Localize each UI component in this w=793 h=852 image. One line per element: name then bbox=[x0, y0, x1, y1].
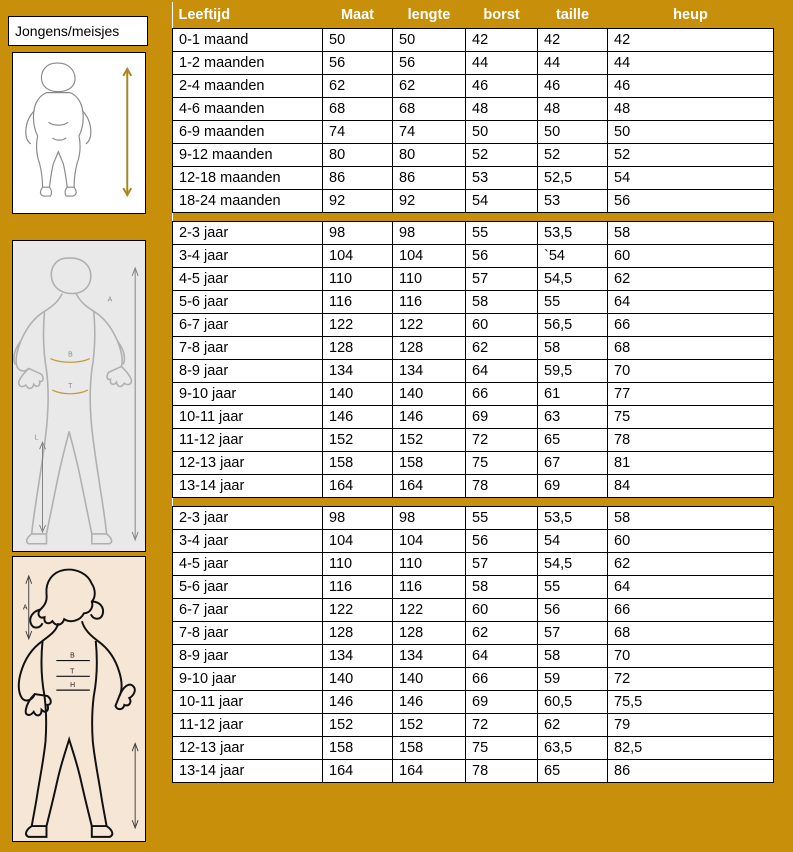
table-row bbox=[173, 120, 774, 143]
group-spacer-cell bbox=[173, 212, 774, 221]
cell-leeftijd: 11-12 jaar bbox=[173, 713, 323, 736]
cell-borst: 56 bbox=[466, 244, 538, 267]
cell-lengte: 140 bbox=[393, 667, 466, 690]
cell-leeftijd: 9-12 maanden bbox=[173, 143, 323, 166]
cell-maat: 134 bbox=[323, 359, 393, 382]
table-row bbox=[173, 759, 774, 782]
cell-lengte: 158 bbox=[393, 451, 466, 474]
cell-taille: 44 bbox=[538, 51, 608, 74]
cell-borst: 64 bbox=[466, 359, 538, 382]
cell-heup: 70 bbox=[608, 644, 774, 667]
table-row bbox=[173, 644, 774, 667]
cell-taille: 67 bbox=[538, 451, 608, 474]
cell-borst: 56 bbox=[466, 529, 538, 552]
cell-borst: 44 bbox=[466, 51, 538, 74]
cell-maat: 146 bbox=[323, 690, 393, 713]
cell-taille: 58 bbox=[538, 336, 608, 359]
cell-lengte: 146 bbox=[393, 690, 466, 713]
cell-borst: 64 bbox=[466, 644, 538, 667]
cell-lengte: 98 bbox=[393, 221, 466, 244]
table-row bbox=[173, 166, 774, 189]
cell-lengte: 152 bbox=[393, 428, 466, 451]
cell-heup: 79 bbox=[608, 713, 774, 736]
cell-heup: 82,5 bbox=[608, 736, 774, 759]
cell-heup: 86 bbox=[608, 759, 774, 782]
cell-leeftijd: 12-18 maanden bbox=[173, 166, 323, 189]
table-row bbox=[173, 267, 774, 290]
cell-taille: `54 bbox=[538, 244, 608, 267]
cell-borst: 46 bbox=[466, 74, 538, 97]
cell-lengte: 122 bbox=[393, 313, 466, 336]
cell-lengte: 50 bbox=[393, 28, 466, 51]
cell-borst: 78 bbox=[466, 759, 538, 782]
cell-borst: 55 bbox=[466, 221, 538, 244]
cell-maat: 104 bbox=[323, 529, 393, 552]
header-leeftijd: Leeftijd bbox=[173, 2, 323, 28]
table-body bbox=[173, 28, 774, 782]
cell-leeftijd: 9-10 jaar bbox=[173, 382, 323, 405]
cell-leeftijd: 10-11 jaar bbox=[173, 690, 323, 713]
svg-text:B: B bbox=[68, 351, 73, 359]
cell-lengte: 122 bbox=[393, 598, 466, 621]
cell-maat: 50 bbox=[323, 28, 393, 51]
cell-taille: 56 bbox=[538, 598, 608, 621]
cell-heup: 62 bbox=[608, 267, 774, 290]
cell-heup: 64 bbox=[608, 575, 774, 598]
cell-heup: 77 bbox=[608, 382, 774, 405]
cell-heup: 70 bbox=[608, 359, 774, 382]
cell-maat: 98 bbox=[323, 506, 393, 529]
svg-text:T: T bbox=[68, 383, 73, 391]
cell-heup: 81 bbox=[608, 451, 774, 474]
cell-taille: 42 bbox=[538, 28, 608, 51]
cell-leeftijd: 0-1 maand bbox=[173, 28, 323, 51]
cell-maat: 152 bbox=[323, 713, 393, 736]
header-taille: taille bbox=[538, 2, 608, 28]
cell-heup: 48 bbox=[608, 97, 774, 120]
cell-leeftijd: 11-12 jaar bbox=[173, 428, 323, 451]
svg-text:A: A bbox=[22, 604, 28, 612]
cell-borst: 52 bbox=[466, 143, 538, 166]
gender-label-box bbox=[8, 16, 148, 46]
cell-lengte: 116 bbox=[393, 290, 466, 313]
cell-leeftijd: 12-13 jaar bbox=[173, 451, 323, 474]
girl-figure bbox=[12, 556, 146, 842]
cell-heup: 58 bbox=[608, 506, 774, 529]
cell-heup: 75,5 bbox=[608, 690, 774, 713]
cell-lengte: 134 bbox=[393, 359, 466, 382]
table-row bbox=[173, 598, 774, 621]
cell-leeftijd: 6-9 maanden bbox=[173, 120, 323, 143]
cell-taille: 61 bbox=[538, 382, 608, 405]
cell-borst: 57 bbox=[466, 267, 538, 290]
cell-maat: 146 bbox=[323, 405, 393, 428]
cell-leeftijd: 10-11 jaar bbox=[173, 405, 323, 428]
cell-heup: 52 bbox=[608, 143, 774, 166]
cell-taille: 54,5 bbox=[538, 267, 608, 290]
cell-lengte: 80 bbox=[393, 143, 466, 166]
cell-taille: 65 bbox=[538, 759, 608, 782]
cell-borst: 58 bbox=[466, 575, 538, 598]
cell-taille: 60,5 bbox=[538, 690, 608, 713]
cell-taille: 46 bbox=[538, 74, 608, 97]
cell-leeftijd: 13-14 jaar bbox=[173, 474, 323, 497]
size-table bbox=[172, 2, 774, 783]
cell-borst: 57 bbox=[466, 552, 538, 575]
svg-text:A: A bbox=[107, 296, 113, 304]
cell-lengte: 74 bbox=[393, 120, 466, 143]
cell-taille: 50 bbox=[538, 120, 608, 143]
cell-borst: 72 bbox=[466, 713, 538, 736]
svg-text:T: T bbox=[70, 668, 75, 676]
table-row bbox=[173, 221, 774, 244]
cell-maat: 98 bbox=[323, 221, 393, 244]
cell-heup: 72 bbox=[608, 667, 774, 690]
cell-maat: 140 bbox=[323, 667, 393, 690]
table-row bbox=[173, 506, 774, 529]
cell-lengte: 110 bbox=[393, 552, 466, 575]
table-row bbox=[173, 189, 774, 212]
cell-borst: 66 bbox=[466, 382, 538, 405]
table-row bbox=[173, 382, 774, 405]
table-row bbox=[173, 74, 774, 97]
table-row bbox=[173, 336, 774, 359]
table-row bbox=[173, 359, 774, 382]
cell-lengte: 104 bbox=[393, 529, 466, 552]
baby-figure bbox=[12, 52, 146, 214]
cell-maat: 128 bbox=[323, 621, 393, 644]
cell-leeftijd: 4-6 maanden bbox=[173, 97, 323, 120]
cell-heup: 66 bbox=[608, 598, 774, 621]
cell-leeftijd: 9-10 jaar bbox=[173, 667, 323, 690]
table-row bbox=[173, 667, 774, 690]
svg-text:H: H bbox=[70, 682, 76, 690]
group-spacer-row bbox=[173, 497, 774, 506]
cell-taille: 54,5 bbox=[538, 552, 608, 575]
cell-leeftijd: 3-4 jaar bbox=[173, 529, 323, 552]
cell-taille: 56,5 bbox=[538, 313, 608, 336]
cell-lengte: 104 bbox=[393, 244, 466, 267]
cell-heup: 54 bbox=[608, 166, 774, 189]
cell-lengte: 158 bbox=[393, 736, 466, 759]
cell-lengte: 146 bbox=[393, 405, 466, 428]
cell-maat: 104 bbox=[323, 244, 393, 267]
cell-taille: 53,5 bbox=[538, 506, 608, 529]
cell-leeftijd: 8-9 jaar bbox=[173, 644, 323, 667]
cell-borst: 42 bbox=[466, 28, 538, 51]
table-row bbox=[173, 28, 774, 51]
cell-lengte: 134 bbox=[393, 644, 466, 667]
table-row bbox=[173, 575, 774, 598]
cell-maat: 152 bbox=[323, 428, 393, 451]
cell-heup: 66 bbox=[608, 313, 774, 336]
cell-heup: 60 bbox=[608, 244, 774, 267]
cell-leeftijd: 12-13 jaar bbox=[173, 736, 323, 759]
table-row bbox=[173, 621, 774, 644]
cell-lengte: 152 bbox=[393, 713, 466, 736]
cell-maat: 164 bbox=[323, 759, 393, 782]
cell-maat: 158 bbox=[323, 736, 393, 759]
table-row bbox=[173, 474, 774, 497]
boy-figure bbox=[12, 240, 146, 552]
cell-leeftijd: 3-4 jaar bbox=[173, 244, 323, 267]
cell-lengte: 116 bbox=[393, 575, 466, 598]
cell-maat: 116 bbox=[323, 575, 393, 598]
cell-heup: 62 bbox=[608, 552, 774, 575]
cell-borst: 50 bbox=[466, 120, 538, 143]
cell-heup: 58 bbox=[608, 221, 774, 244]
cell-taille: 62 bbox=[538, 713, 608, 736]
cell-leeftijd: 5-6 jaar bbox=[173, 290, 323, 313]
cell-heup: 84 bbox=[608, 474, 774, 497]
svg-text:L: L bbox=[34, 434, 39, 442]
table-row bbox=[173, 143, 774, 166]
cell-taille: 59,5 bbox=[538, 359, 608, 382]
cell-maat: 158 bbox=[323, 451, 393, 474]
cell-maat: 140 bbox=[323, 382, 393, 405]
header-maat: Maat bbox=[323, 2, 393, 28]
cell-maat: 110 bbox=[323, 552, 393, 575]
cell-leeftijd: 7-8 jaar bbox=[173, 336, 323, 359]
table-row bbox=[173, 290, 774, 313]
table-row bbox=[173, 428, 774, 451]
cell-borst: 48 bbox=[466, 97, 538, 120]
cell-taille: 54 bbox=[538, 529, 608, 552]
cell-lengte: 140 bbox=[393, 382, 466, 405]
table-row bbox=[173, 713, 774, 736]
cell-leeftijd: 4-5 jaar bbox=[173, 552, 323, 575]
cell-taille: 52,5 bbox=[538, 166, 608, 189]
table-row bbox=[173, 313, 774, 336]
cell-lengte: 128 bbox=[393, 336, 466, 359]
cell-maat: 92 bbox=[323, 189, 393, 212]
cell-heup: 56 bbox=[608, 189, 774, 212]
cell-taille: 55 bbox=[538, 575, 608, 598]
cell-maat: 122 bbox=[323, 598, 393, 621]
cell-borst: 60 bbox=[466, 313, 538, 336]
cell-heup: 78 bbox=[608, 428, 774, 451]
cell-taille: 69 bbox=[538, 474, 608, 497]
cell-leeftijd: 5-6 jaar bbox=[173, 575, 323, 598]
cell-lengte: 164 bbox=[393, 759, 466, 782]
cell-leeftijd: 8-9 jaar bbox=[173, 359, 323, 382]
cell-borst: 62 bbox=[466, 621, 538, 644]
cell-borst: 55 bbox=[466, 506, 538, 529]
cell-taille: 55 bbox=[538, 290, 608, 313]
cell-leeftijd: 2-4 maanden bbox=[173, 74, 323, 97]
cell-leeftijd: 7-8 jaar bbox=[173, 621, 323, 644]
cell-borst: 69 bbox=[466, 405, 538, 428]
cell-heup: 50 bbox=[608, 120, 774, 143]
cell-borst: 62 bbox=[466, 336, 538, 359]
cell-borst: 78 bbox=[466, 474, 538, 497]
cell-leeftijd: 6-7 jaar bbox=[173, 598, 323, 621]
cell-lengte: 86 bbox=[393, 166, 466, 189]
cell-maat: 110 bbox=[323, 267, 393, 290]
cell-taille: 53 bbox=[538, 189, 608, 212]
table-row bbox=[173, 51, 774, 74]
cell-heup: 68 bbox=[608, 621, 774, 644]
cell-taille: 59 bbox=[538, 667, 608, 690]
table-row bbox=[173, 736, 774, 759]
cell-lengte: 110 bbox=[393, 267, 466, 290]
table-row bbox=[173, 244, 774, 267]
cell-borst: 66 bbox=[466, 667, 538, 690]
cell-heup: 46 bbox=[608, 74, 774, 97]
figures-column bbox=[0, 0, 168, 852]
cell-maat: 134 bbox=[323, 644, 393, 667]
cell-taille: 52 bbox=[538, 143, 608, 166]
cell-maat: 122 bbox=[323, 313, 393, 336]
cell-lengte: 62 bbox=[393, 74, 466, 97]
cell-leeftijd: 2-3 jaar bbox=[173, 221, 323, 244]
cell-lengte: 56 bbox=[393, 51, 466, 74]
header-lengte: lengte bbox=[393, 2, 466, 28]
cell-leeftijd: 18-24 maanden bbox=[173, 189, 323, 212]
cell-maat: 128 bbox=[323, 336, 393, 359]
cell-borst: 75 bbox=[466, 736, 538, 759]
cell-lengte: 164 bbox=[393, 474, 466, 497]
table-row bbox=[173, 529, 774, 552]
cell-maat: 68 bbox=[323, 97, 393, 120]
header-borst: borst bbox=[466, 2, 538, 28]
cell-borst: 72 bbox=[466, 428, 538, 451]
cell-heup: 64 bbox=[608, 290, 774, 313]
group-spacer-row bbox=[173, 212, 774, 221]
cell-maat: 56 bbox=[323, 51, 393, 74]
cell-borst: 58 bbox=[466, 290, 538, 313]
cell-taille: 57 bbox=[538, 621, 608, 644]
cell-leeftijd: 4-5 jaar bbox=[173, 267, 323, 290]
cell-borst: 69 bbox=[466, 690, 538, 713]
cell-leeftijd: 6-7 jaar bbox=[173, 313, 323, 336]
table-header-row bbox=[173, 2, 774, 28]
cell-lengte: 68 bbox=[393, 97, 466, 120]
group-spacer-cell bbox=[173, 497, 774, 506]
cell-borst: 75 bbox=[466, 451, 538, 474]
cell-taille: 53,5 bbox=[538, 221, 608, 244]
cell-maat: 164 bbox=[323, 474, 393, 497]
header-heup: heup bbox=[608, 2, 774, 28]
cell-maat: 80 bbox=[323, 143, 393, 166]
cell-borst: 53 bbox=[466, 166, 538, 189]
cell-maat: 74 bbox=[323, 120, 393, 143]
table-row bbox=[173, 552, 774, 575]
cell-borst: 54 bbox=[466, 189, 538, 212]
cell-heup: 44 bbox=[608, 51, 774, 74]
cell-taille: 58 bbox=[538, 644, 608, 667]
table-row bbox=[173, 451, 774, 474]
table-row bbox=[173, 405, 774, 428]
cell-taille: 48 bbox=[538, 97, 608, 120]
cell-heup: 75 bbox=[608, 405, 774, 428]
cell-taille: 63,5 bbox=[538, 736, 608, 759]
cell-lengte: 98 bbox=[393, 506, 466, 529]
cell-leeftijd: 2-3 jaar bbox=[173, 506, 323, 529]
cell-lengte: 92 bbox=[393, 189, 466, 212]
cell-heup: 60 bbox=[608, 529, 774, 552]
cell-taille: 65 bbox=[538, 428, 608, 451]
table-row bbox=[173, 690, 774, 713]
cell-lengte: 128 bbox=[393, 621, 466, 644]
cell-heup: 68 bbox=[608, 336, 774, 359]
size-table-container bbox=[168, 0, 793, 852]
table-row bbox=[173, 97, 774, 120]
cell-maat: 62 bbox=[323, 74, 393, 97]
cell-borst: 60 bbox=[466, 598, 538, 621]
cell-leeftijd: 1-2 maanden bbox=[173, 51, 323, 74]
gender-label-text: Jongens/meisjes bbox=[15, 23, 120, 39]
svg-text:B: B bbox=[70, 652, 75, 660]
cell-maat: 86 bbox=[323, 166, 393, 189]
cell-maat: 116 bbox=[323, 290, 393, 313]
cell-leeftijd: 13-14 jaar bbox=[173, 759, 323, 782]
cell-taille: 63 bbox=[538, 405, 608, 428]
cell-heup: 42 bbox=[608, 28, 774, 51]
